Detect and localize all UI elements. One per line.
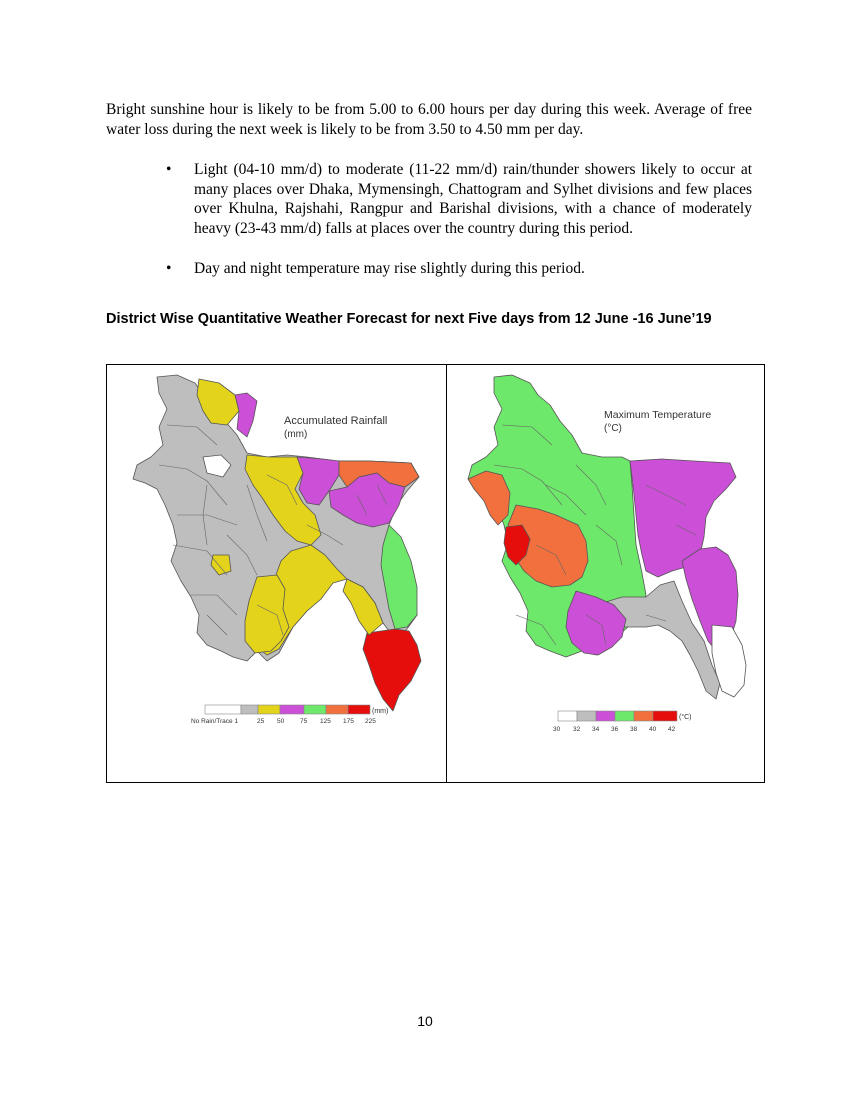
bullet-text: Light (04-10 mm/d) to moderate (11-22 mm/d) rain/thunder showers likely to occur at many places over Dhaka, Mymensingh, Chattogram and Sylhet divisions and few places over Khulna, Rajshahi, Rangpur and Barishal divisions, with a chance of moderately heavy (23-43 mm/d) falls at places over the country during this period. xyxy=(194,161,752,237)
forecast-maps-table xyxy=(106,364,765,783)
legend-swatch xyxy=(205,705,241,714)
legend-swatch xyxy=(634,711,653,721)
legend-label: 25 xyxy=(257,718,265,725)
legend-label: 75 xyxy=(300,718,308,725)
legend-label: 225 xyxy=(365,718,376,725)
forecast-bullet-list xyxy=(166,160,752,279)
legend-label: No Rain/Trace 1 xyxy=(191,718,239,725)
legend-swatch xyxy=(558,711,577,721)
rainfall-map-title: Accumulated Rainfall xyxy=(284,415,388,427)
temperature-map-cell xyxy=(446,365,766,782)
bullet-text: Day and night temperature may rise slightly during this period. xyxy=(194,260,585,277)
legend-label: 30 xyxy=(553,726,561,733)
bullet-symbol: • xyxy=(166,161,172,178)
rainfall-map xyxy=(107,365,446,784)
legend-swatch xyxy=(577,711,596,721)
intro-paragraph: Bright sunshine hour is likely to be from 5.00 to 6.00 hours per day during this week. Average of free water loss during the next week is likely to be from 3.50 to 4.50 mm per day. xyxy=(106,101,752,138)
legend-label: 50 xyxy=(277,718,285,725)
legend-swatch xyxy=(348,705,370,714)
legend-swatch xyxy=(596,711,615,721)
legend-label: 36 xyxy=(611,726,619,733)
legend-label: 38 xyxy=(630,726,638,733)
temperature-map xyxy=(446,365,766,784)
bullet-item-temperature xyxy=(166,259,752,279)
legend-swatch xyxy=(241,705,258,714)
legend-swatch xyxy=(304,705,326,714)
legend-label: 40 xyxy=(649,726,657,733)
legend-label: 175 xyxy=(343,718,354,725)
legend-label: 125 xyxy=(320,718,331,725)
legend-label: 32 xyxy=(573,726,581,733)
rainfall-legend xyxy=(191,705,388,725)
legend-swatch xyxy=(653,711,677,721)
legend-label: 34 xyxy=(592,726,600,733)
temperature-legend xyxy=(553,711,692,733)
temperature-map-title: Maximum Temperature xyxy=(604,409,712,421)
legend-swatch xyxy=(326,705,348,714)
legend-unit: (°C) xyxy=(679,714,692,721)
temperature-map-unit: (°C) xyxy=(604,423,622,434)
forecast-heading: District Wise Quantitative Weather Forecast for next Five days from 12 June -16 June’19 xyxy=(106,311,712,327)
page-number: 10 xyxy=(417,1013,433,1029)
legend-unit: (mm) xyxy=(372,708,389,715)
rainfall-map-cell xyxy=(107,365,447,782)
legend-label: 42 xyxy=(668,726,676,733)
rainfall-map-unit: (mm) xyxy=(284,429,308,440)
legend-swatch xyxy=(280,705,304,714)
legend-swatch xyxy=(615,711,634,721)
legend-swatch xyxy=(258,705,280,714)
bullet-item-rain xyxy=(166,160,752,238)
bullet-symbol: • xyxy=(166,260,172,277)
